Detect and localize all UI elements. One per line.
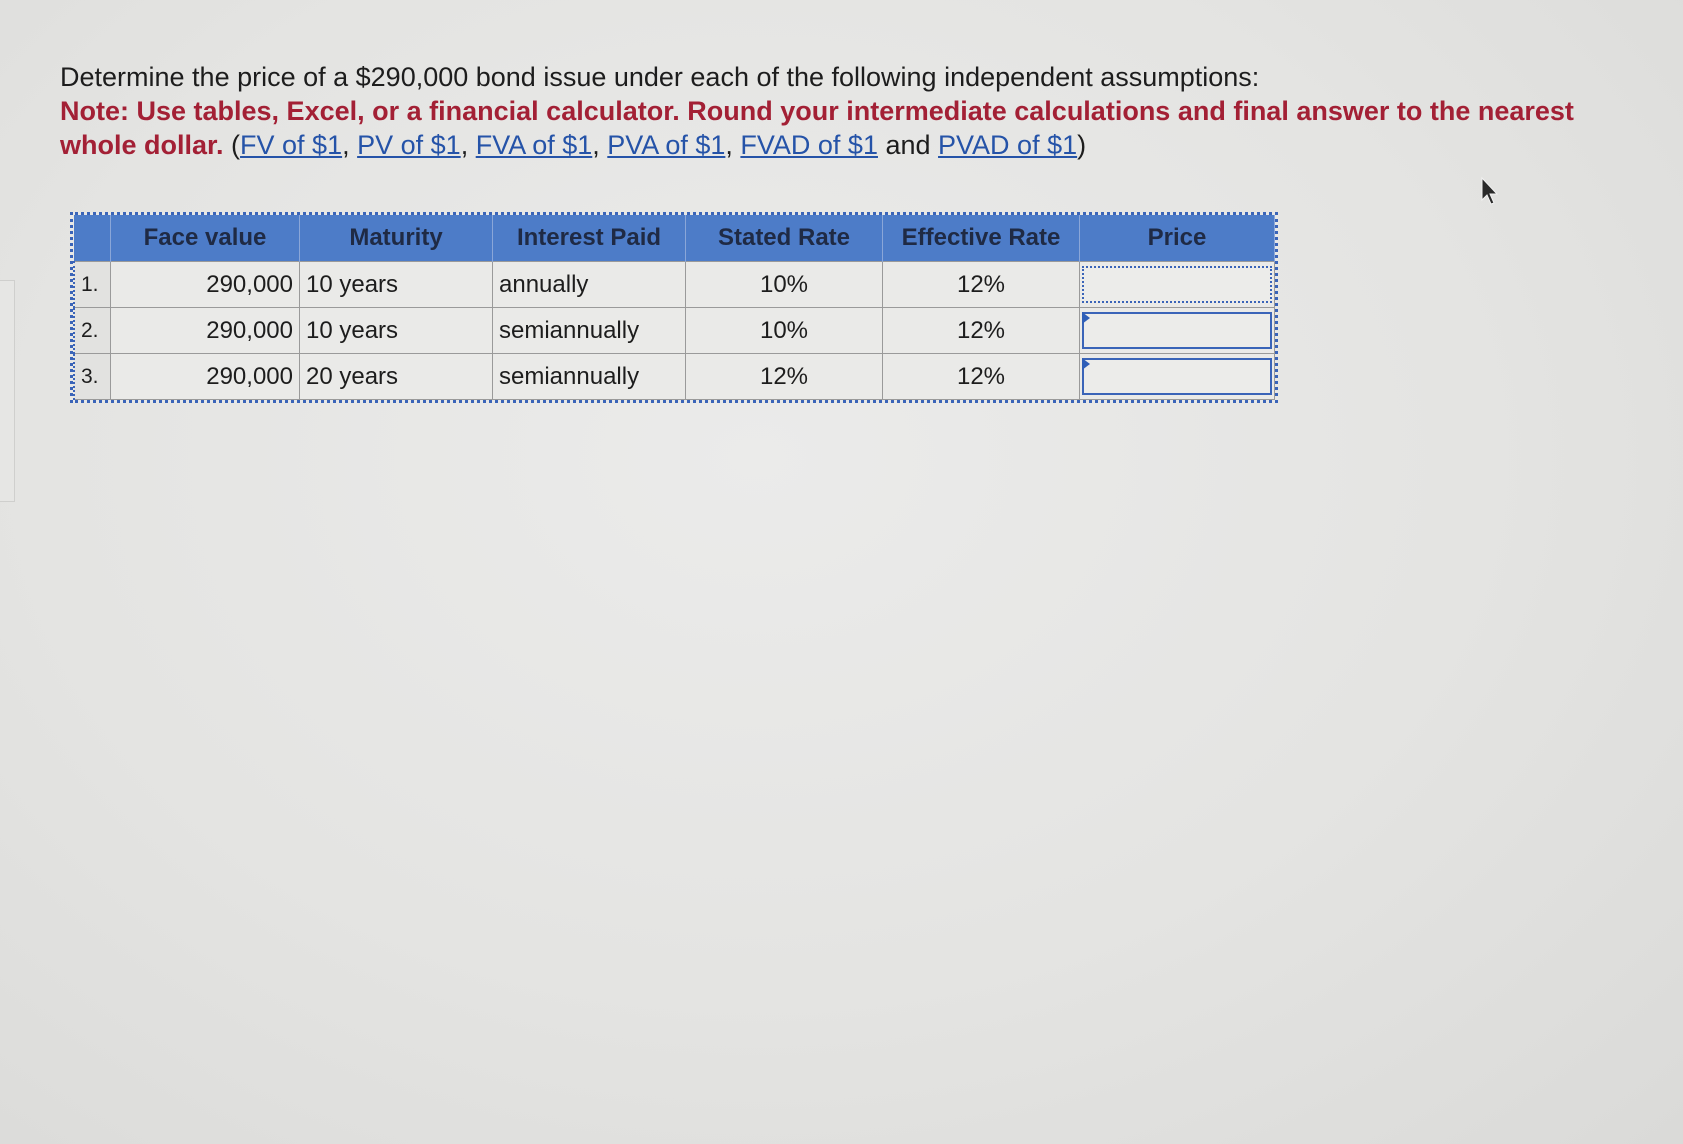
and-text: and <box>877 130 939 160</box>
question-prompt <box>60 60 1630 162</box>
row-number: 2. <box>74 308 111 354</box>
maturity-cell: 20 years <box>300 354 493 400</box>
row-number: 3. <box>74 354 111 400</box>
bond-table <box>73 215 1275 400</box>
maturity-cell: 10 years <box>300 262 493 308</box>
note-text: Note: Use tables, Excel, or a financial calculator. Round your intermediate calculations and final answer to the nearest whole dollar. <box>60 96 1574 160</box>
answer-flag-icon <box>1082 312 1090 324</box>
open-paren: ( <box>223 130 241 160</box>
link-fva[interactable]: FVA of $1 <box>475 130 593 160</box>
interest-paid-cell: annually <box>493 262 686 308</box>
effective-rate-cell: 12% <box>883 308 1080 354</box>
price-cell <box>1080 354 1275 400</box>
left-edge-panel <box>0 280 15 502</box>
close-paren: ) <box>1077 130 1087 160</box>
comma-4: , <box>725 130 741 160</box>
effective-rate-cell: 12% <box>883 262 1080 308</box>
header-face-value: Face value <box>111 215 300 262</box>
interest-paid-cell: semiannually <box>493 354 686 400</box>
face-value-cell: 290,000 <box>111 262 300 308</box>
link-fvad[interactable]: FVAD of $1 <box>740 130 878 160</box>
face-value-cell: 290,000 <box>111 308 300 354</box>
price-cell <box>1080 262 1275 308</box>
header-rownum <box>74 215 111 262</box>
effective-rate-cell: 12% <box>883 354 1080 400</box>
header-stated-rate: Stated Rate <box>686 215 883 262</box>
header-interest-paid: Interest Paid <box>493 215 686 262</box>
price-input-1[interactable] <box>1082 266 1272 303</box>
price-input-2[interactable] <box>1082 312 1272 349</box>
question-text: Determine the price of a $290,000 bond issue under each of the following independent assumptions: <box>60 62 1260 92</box>
table-header-row <box>74 215 1275 262</box>
note-block <box>60 94 1630 162</box>
comma-3: , <box>592 130 608 160</box>
comma-1: , <box>342 130 358 160</box>
link-pva[interactable]: PVA of $1 <box>607 130 726 160</box>
face-value-cell: 290,000 <box>111 354 300 400</box>
table-row <box>74 308 1275 354</box>
price-cell <box>1080 308 1275 354</box>
stated-rate-cell: 12% <box>686 354 883 400</box>
link-fv[interactable]: FV of $1 <box>240 130 343 160</box>
link-pv[interactable]: PV of $1 <box>357 130 461 160</box>
row-number: 1. <box>74 262 111 308</box>
price-input-3[interactable] <box>1082 358 1272 395</box>
table-row <box>74 354 1275 400</box>
header-effective-rate: Effective Rate <box>883 215 1080 262</box>
comma-2: , <box>460 130 476 160</box>
interest-paid-cell: semiannually <box>493 308 686 354</box>
header-maturity: Maturity <box>300 215 493 262</box>
maturity-cell: 10 years <box>300 308 493 354</box>
bond-table-container <box>70 212 1278 403</box>
stated-rate-cell: 10% <box>686 308 883 354</box>
mouse-pointer-icon <box>1478 176 1500 206</box>
answer-flag-icon <box>1082 358 1090 370</box>
header-price: Price <box>1080 215 1275 262</box>
link-pvad[interactable]: PVAD of $1 <box>938 130 1078 160</box>
table-row <box>74 262 1275 308</box>
stated-rate-cell: 10% <box>686 262 883 308</box>
